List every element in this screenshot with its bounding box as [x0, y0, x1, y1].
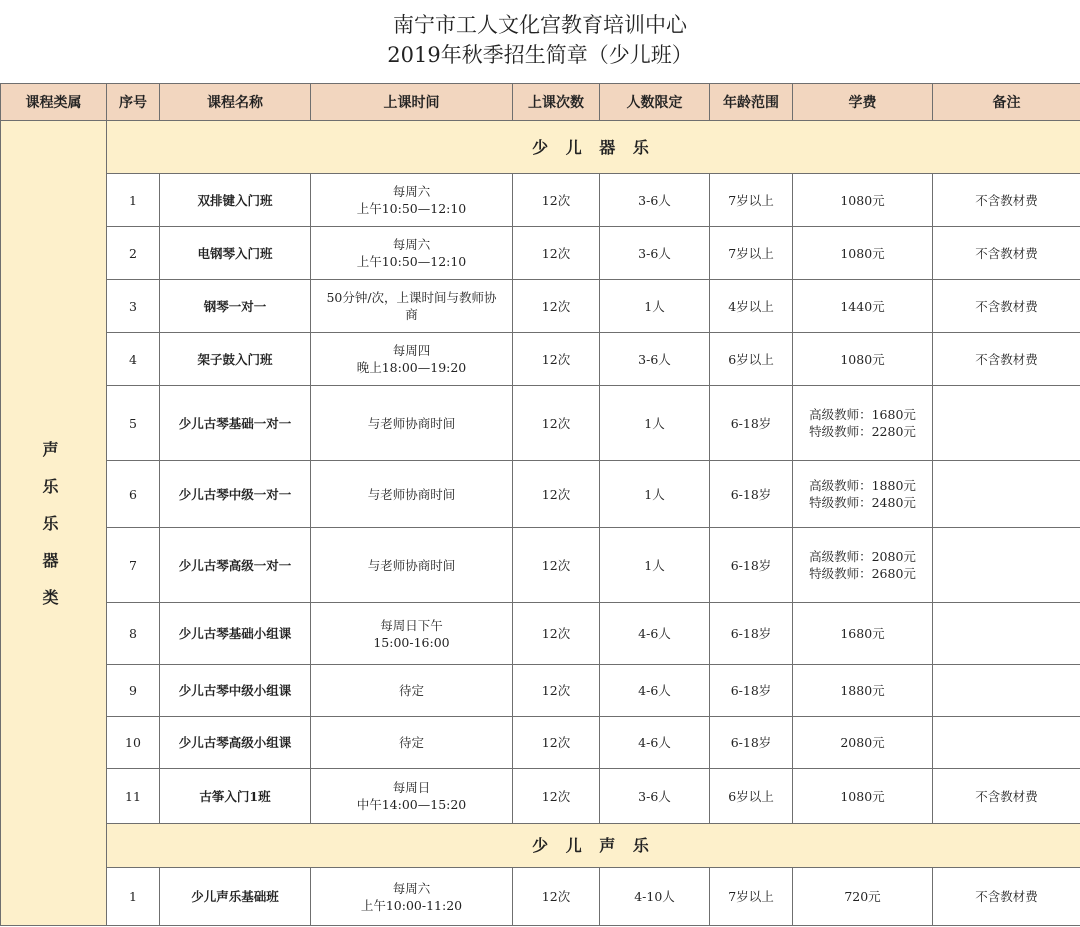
category-char: 乐 [42, 513, 65, 533]
fee-cell [793, 665, 933, 717]
fee-cell [793, 528, 933, 603]
course-name-cell: 钢琴一对一 [160, 280, 311, 333]
sessions-cell: 12次 [513, 227, 600, 280]
category-char: 器 [42, 550, 65, 570]
fee-cell [793, 333, 933, 386]
class-time-line: 上午10:50—12:10 [356, 254, 467, 269]
table-row [1, 769, 1080, 824]
fee-line: 720元 [844, 889, 881, 904]
course-name-cell: 古筝入门1班 [160, 769, 311, 824]
fee-line: 1440元 [840, 298, 885, 314]
course-name-cell: 少儿古琴中级小组课 [160, 665, 311, 717]
capacity-cell: 4-6人 [600, 717, 710, 769]
age-range-cell: 6-18岁 [710, 386, 793, 461]
class-time-line: 每周日下午 [380, 617, 443, 633]
sessions-cell: 12次 [513, 665, 600, 717]
document-title [0, 0, 1080, 82]
class-time-cell [311, 769, 513, 824]
capacity-cell: 4-6人 [600, 603, 710, 665]
fee-line: 1080元 [840, 788, 885, 804]
course-name-cell: 少儿声乐基础班 [160, 868, 311, 926]
table-row [1, 461, 1080, 528]
class-time-cell [311, 280, 513, 333]
remark-cell [933, 665, 1080, 717]
remark-cell: 不含教材费 [933, 868, 1080, 926]
course-name-cell: 少儿古琴高级小组课 [160, 717, 311, 769]
fee-cell [793, 603, 933, 665]
sessions-cell: 12次 [513, 603, 600, 665]
category-char: 声 [42, 439, 65, 459]
class-time-line: 中午14:00—15:20 [356, 797, 467, 812]
fee-line: 特级教师：2480元 [809, 495, 916, 510]
header-age: 年龄范围 [710, 84, 793, 121]
table-row [1, 386, 1080, 461]
table-row [1, 280, 1080, 333]
sessions-cell: 12次 [513, 717, 600, 769]
course-name-cell: 少儿古琴基础小组课 [160, 603, 311, 665]
fee-line: 1880元 [840, 683, 885, 698]
sessions-cell: 12次 [513, 174, 600, 227]
class-time-cell [311, 528, 513, 603]
header-capacity: 人数限定 [600, 84, 710, 121]
class-time-cell [311, 174, 513, 227]
fee-line: 特级教师：2280元 [809, 424, 916, 439]
row-no-cell: 3 [107, 280, 160, 333]
remark-cell [933, 717, 1080, 769]
row-no-cell: 9 [107, 665, 160, 717]
remark-cell [933, 603, 1080, 665]
row-no-cell: 7 [107, 528, 160, 603]
class-time-line: 每周四 [392, 343, 431, 358]
age-range-cell: 6-18岁 [710, 461, 793, 528]
table-row [1, 868, 1080, 926]
header-row [1, 84, 1080, 121]
capacity-cell: 4-10人 [600, 868, 710, 926]
sessions-cell: 12次 [513, 461, 600, 528]
age-range-cell: 7岁以上 [710, 174, 793, 227]
table-row [1, 528, 1080, 603]
class-time-line: 上午10:50—12:10 [356, 201, 467, 216]
row-no-cell: 1 [107, 868, 160, 926]
age-range-cell: 7岁以上 [710, 227, 793, 280]
header-time: 上课时间 [311, 84, 513, 121]
capacity-cell: 4-6人 [600, 665, 710, 717]
remark-cell [933, 528, 1080, 603]
remark-cell [933, 386, 1080, 461]
table-row [1, 603, 1080, 665]
class-time-line: 晚上18:00—19:20 [356, 360, 467, 375]
class-time-line: 15:00-16:00 [373, 634, 450, 650]
age-range-cell: 6岁以上 [710, 333, 793, 386]
header-fee: 学费 [793, 84, 933, 121]
course-name-cell: 少儿古琴高级一对一 [160, 528, 311, 603]
header-no: 序号 [107, 84, 160, 121]
row-no-cell: 10 [107, 717, 160, 769]
category-cell [1, 121, 107, 926]
capacity-cell: 1人 [600, 386, 710, 461]
age-range-cell: 6-18岁 [710, 717, 793, 769]
fee-line: 2080元 [840, 735, 885, 750]
age-range-cell: 6-18岁 [710, 603, 793, 665]
header-name: 课程名称 [160, 84, 311, 121]
class-time-line: 每周日 [392, 780, 431, 795]
row-no-cell: 5 [107, 386, 160, 461]
class-time-cell [311, 665, 513, 717]
row-no-cell: 8 [107, 603, 160, 665]
fee-line: 1080元 [840, 245, 885, 261]
fee-cell [793, 461, 933, 528]
fee-cell [793, 386, 933, 461]
sessions-cell: 12次 [513, 333, 600, 386]
class-time-line: 与老师协商时间 [367, 486, 456, 502]
age-range-cell: 6-18岁 [710, 665, 793, 717]
sessions-cell: 12次 [513, 868, 600, 926]
fee-line: 特级教师：2680元 [809, 566, 916, 581]
section-title: 少 儿 器 乐 [107, 121, 1080, 174]
remark-cell: 不含教材费 [933, 227, 1080, 280]
class-time-line: 与老师协商时间 [367, 415, 456, 431]
sessions-cell: 12次 [513, 769, 600, 824]
sessions-cell: 12次 [513, 386, 600, 461]
table-row [1, 227, 1080, 280]
fee-line: 1080元 [840, 192, 885, 208]
class-time-line: 与老师协商时间 [367, 557, 456, 573]
class-time-cell [311, 868, 513, 926]
fee-cell [793, 717, 933, 769]
class-time-line: 50分钟/次，上课时间与教师协 [326, 290, 497, 305]
class-time-cell [311, 461, 513, 528]
fee-line: 高级教师：1680元 [809, 407, 916, 422]
remark-cell [933, 461, 1080, 528]
header-remark: 备注 [933, 84, 1080, 121]
class-time-line: 待定 [398, 735, 424, 750]
sessions-cell: 12次 [513, 280, 600, 333]
course-table [0, 83, 1080, 926]
age-range-cell: 7岁以上 [710, 868, 793, 926]
capacity-cell: 3-6人 [600, 769, 710, 824]
class-time-line: 每周六 [392, 184, 431, 199]
course-name-cell: 双排键入门班 [160, 174, 311, 227]
row-no-cell: 6 [107, 461, 160, 528]
fee-line: 1680元 [840, 626, 885, 641]
capacity-cell: 1人 [600, 280, 710, 333]
table-row [1, 717, 1080, 769]
remark-cell: 不含教材费 [933, 174, 1080, 227]
class-time-line: 待定 [398, 683, 424, 698]
fee-cell [793, 174, 933, 227]
class-time-line: 商 [405, 307, 418, 322]
row-no-cell: 2 [107, 227, 160, 280]
class-time-cell [311, 386, 513, 461]
header-sessions: 上课次数 [513, 84, 600, 121]
category-char: 类 [42, 587, 65, 607]
fee-line: 高级教师：2080元 [809, 549, 916, 564]
class-time-cell [311, 227, 513, 280]
section-title: 少 儿 声 乐 [107, 824, 1080, 868]
row-no-cell: 11 [107, 769, 160, 824]
fee-cell [793, 769, 933, 824]
class-time-cell [311, 333, 513, 386]
category-label [39, 431, 69, 616]
section-header-row [1, 121, 1080, 174]
age-range-cell: 6-18岁 [710, 528, 793, 603]
table-row [1, 665, 1080, 717]
fee-cell [793, 227, 933, 280]
fee-cell [793, 280, 933, 333]
remark-cell: 不含教材费 [933, 280, 1080, 333]
course-name-cell: 架子鼓入门班 [160, 333, 311, 386]
capacity-cell: 3-6人 [600, 333, 710, 386]
capacity-cell: 1人 [600, 461, 710, 528]
table-row [1, 174, 1080, 227]
class-time-line: 上午10:00-11:20 [360, 897, 463, 913]
course-name-cell: 电钢琴入门班 [160, 227, 311, 280]
fee-cell [793, 868, 933, 926]
title-line-1: 南宁市工人文化宫教育培训中心 [393, 13, 687, 37]
fee-line: 1080元 [840, 351, 885, 367]
title-line-2: 2019年秋季招生简章（少儿班） [387, 43, 693, 67]
category-char: 乐 [42, 476, 65, 496]
class-time-cell [311, 717, 513, 769]
class-time-cell [311, 603, 513, 665]
row-no-cell: 1 [107, 174, 160, 227]
row-no-cell: 4 [107, 333, 160, 386]
sessions-cell: 12次 [513, 528, 600, 603]
capacity-cell: 3-6人 [600, 174, 710, 227]
age-range-cell: 4岁以上 [710, 280, 793, 333]
age-range-cell: 6岁以上 [710, 769, 793, 824]
class-time-line: 每周六 [392, 237, 431, 252]
capacity-cell: 1人 [600, 528, 710, 603]
course-name-cell: 少儿古琴基础一对一 [160, 386, 311, 461]
remark-cell: 不含教材费 [933, 769, 1080, 824]
fee-line: 高级教师：1880元 [809, 478, 916, 493]
header-category: 课程类属 [1, 84, 107, 121]
capacity-cell: 3-6人 [600, 227, 710, 280]
remark-cell: 不含教材费 [933, 333, 1080, 386]
table-row [1, 333, 1080, 386]
course-name-cell: 少儿古琴中级一对一 [160, 461, 311, 528]
section-header-row [1, 824, 1080, 868]
class-time-line: 每周六 [392, 880, 431, 896]
